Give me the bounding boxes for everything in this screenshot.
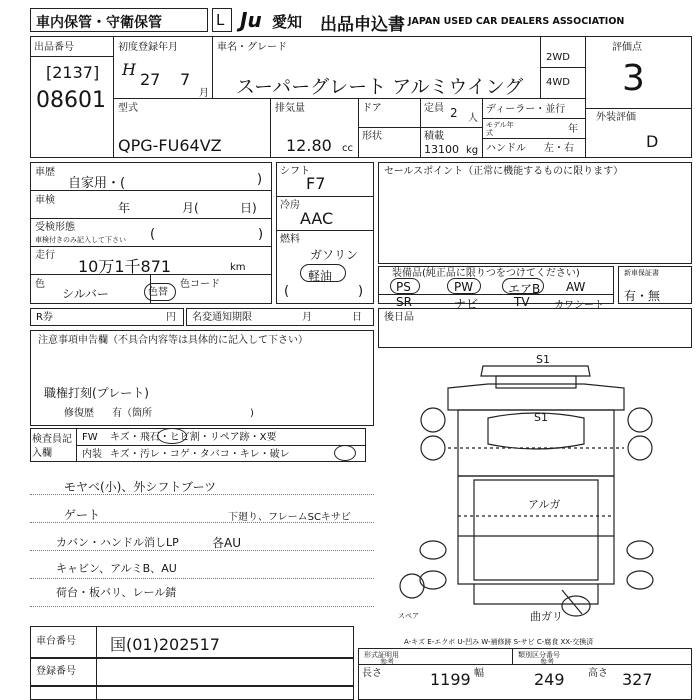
rating-value: 3 [622, 58, 645, 99]
equip-ps-circle [390, 278, 420, 294]
load-unit: kg [466, 145, 479, 156]
bottom-strip [30, 686, 354, 700]
inspector-note-3b: 各AU [212, 536, 241, 550]
right-wheel-rear-1 [627, 541, 653, 559]
capacity-value: 2 [450, 106, 458, 120]
color-code-label: 色コード [180, 279, 220, 290]
diagram-mark-s1-top: S1 [536, 353, 550, 366]
receipt-note: 車検付きのみ記入して下さい [35, 236, 126, 244]
fuel-value: ガソリン [310, 248, 359, 262]
color-change: 色替 [148, 287, 168, 298]
capacity-label: 定員 [424, 103, 444, 114]
equip-pw-circle [447, 278, 481, 294]
notes-label: 注意事項申告欄（不具合内容等は具体的に記入して下さい） [38, 335, 308, 346]
inspector-note-3: カバン・ハンドル消しLP [56, 536, 179, 549]
equip-navi: ナビ [454, 297, 479, 311]
color-value: シルバー [62, 287, 109, 301]
height-value: 327 [622, 670, 653, 689]
inspect-year: 年 [118, 201, 131, 215]
load-label: 積載 [424, 131, 444, 142]
fuel-paren-close: ) [358, 284, 364, 299]
capacity-unit: 人 [468, 113, 478, 124]
right-mirror [628, 408, 652, 432]
notice-month: 月 [302, 312, 312, 323]
fuel-paren-open: ( [284, 284, 290, 299]
mark-circle-chip [157, 428, 187, 444]
inspector-row1-label: FW [82, 432, 98, 443]
spare-label: スペア [398, 612, 419, 620]
history-close: ) [257, 172, 263, 187]
height-label: 高さ [588, 668, 608, 679]
model-value: QPG-FU64VZ [118, 136, 222, 155]
equip-aw: AW [566, 280, 586, 294]
brand-region: 愛知 [272, 13, 303, 31]
exterior-value: D [646, 132, 659, 151]
fuel-label: 燃料 [280, 234, 300, 245]
ac-value: AAC [300, 209, 334, 228]
damage-legend: A-キズ E-エクボ U-凹み W-補修跡 S-サビ C-腐食 XX-交換済 [404, 638, 594, 646]
model-year-label: モデル年式 [486, 121, 514, 137]
handle-value: 左・右 [544, 143, 574, 154]
left-wheel-front [421, 436, 445, 460]
inspector-note-4: キャビン、アルミB、AU [56, 562, 177, 575]
inspector-label: 検査員記入欄 [32, 434, 72, 459]
width-label: 幅 [474, 668, 484, 679]
repair-label: 修復歴 [64, 408, 94, 419]
storage-tag: 車内保管・守衛保管 [36, 15, 162, 31]
inspector-note-2b: 下廻り、フレームSCキサビ [228, 512, 351, 523]
r-ticket-label: R券 [36, 312, 53, 323]
length-label: 長さ [362, 668, 382, 679]
equipment-label: 装備品(純正品に限りつをつけてください) [392, 268, 580, 279]
reg-month: 7 [180, 70, 191, 89]
sales-point-frame [378, 162, 692, 264]
ju-logo: Ju [240, 8, 262, 32]
spare-note: 曲ガリ [530, 610, 563, 623]
mileage-unit: km [230, 262, 246, 273]
inspect-day: 日) [240, 201, 257, 215]
equip-ps: PS [396, 280, 411, 294]
rear-bumper [474, 584, 598, 604]
roof-outline [481, 366, 590, 376]
number-label: 出品番号 [34, 42, 74, 53]
reg-year: 27 [140, 70, 161, 89]
class-label: 類別区分番号 [518, 651, 560, 659]
right-wheel-front [628, 436, 652, 460]
receipt-paren-close: ) [258, 227, 264, 242]
shift-label: シフト [280, 166, 310, 177]
repair-close: ) [250, 408, 254, 419]
notice-day: 日 [352, 312, 362, 323]
diagram-mark-body: アルガ [528, 498, 561, 511]
history-value: 自家用・( [68, 176, 126, 191]
cargo-inner [474, 480, 598, 580]
rating-label: 評価点 [612, 42, 642, 53]
listing-code: [2137] [46, 63, 100, 82]
inspector-note-1: モヤベ(小)、外シフトブーツ [64, 480, 217, 494]
r-ticket-unit: 円 [166, 312, 176, 323]
class-ref: 参考 [540, 658, 554, 666]
displacement-value: 12.80 [286, 136, 332, 155]
mark-circle-tear [334, 445, 356, 461]
ac-label: 冷房 [280, 200, 300, 211]
inspector-row2-label: 内装 [82, 449, 102, 460]
handle-label: ハンドル [486, 143, 526, 154]
displacement-unit: cc [342, 143, 353, 154]
doors-label: ドア [362, 103, 382, 114]
inspector-row2-items: キズ・汚レ・コゲ・タバコ・キレ・破レ [110, 449, 290, 460]
association-name: JAPAN USED CAR DEALERS ASSOCIATION [408, 16, 625, 27]
shift-value: F7 [306, 174, 326, 193]
exterior-label: 外装評価 [596, 112, 636, 123]
chassis-value: 国(01)202517 [110, 635, 220, 654]
displacement-label: 排気量 [275, 103, 305, 114]
drive-2wd: 2WD [546, 52, 570, 63]
spare-tire [400, 574, 424, 598]
reg-number-label: 登録番号 [36, 666, 76, 677]
cargo-box [458, 476, 614, 584]
notice-label: 名変通知期限 [192, 312, 252, 323]
cert-label: 形式証明用 [364, 651, 399, 659]
repair-value: 有（箇所 [112, 408, 152, 419]
mileage-label: 走行 [35, 250, 55, 261]
inspector-note-5: 荷台・板バリ、レール錆 [56, 586, 177, 599]
length-value: 1199 [430, 670, 471, 689]
name-label: 車名・グレード [217, 42, 287, 53]
color-label: 色 [35, 279, 45, 290]
rear-label: 後日品 [384, 312, 414, 323]
fuel-diesel: 軽油 [308, 269, 333, 283]
equip-pw: PW [454, 280, 474, 294]
diagram-mark-s1-roof: S1 [534, 411, 548, 424]
form-title: 出品申込書 [320, 15, 405, 35]
history-label: 車歴 [35, 167, 55, 178]
reg-number-box [30, 658, 354, 686]
reg-month-unit: 月 [199, 88, 209, 99]
shape-label: 形状 [362, 131, 382, 142]
mileage-value: 10万1千871 [78, 257, 172, 276]
listing-number: 08601 [36, 88, 106, 113]
drive-4wd: 4WD [546, 77, 570, 88]
model-year-unit: 年 [568, 124, 578, 135]
receipt-label: 受検形態 [35, 222, 75, 233]
warranty-label: 新車保証書 [624, 269, 659, 277]
width-value: 249 [534, 670, 565, 689]
inspector-row1-items: キズ・飛石・ヒビ割・リペア跡・X要 [110, 432, 277, 443]
chassis-label: 車台番号 [36, 636, 76, 647]
equip-sr: SR [396, 295, 412, 309]
receipt-paren-open: ( [150, 227, 156, 242]
inspector-note-2: ゲート [64, 508, 101, 522]
dealer-label: ディーラー・並行 [486, 104, 566, 115]
equip-seat: カワシート [554, 300, 604, 311]
rear-box [378, 308, 692, 348]
equip-airbag-circle [502, 278, 544, 294]
warranty-value: 有・無 [624, 289, 661, 303]
notes-line1: 職権打刻(プレート) [44, 386, 149, 400]
windshield-top [496, 376, 576, 388]
sales-point-label: セールスポイント（正常に機能するものに限ります） [384, 166, 624, 177]
left-wheel-rear-1 [420, 541, 446, 559]
model-label: 型式 [118, 103, 138, 114]
reg-era: H [122, 60, 136, 79]
load-value: 13100 [424, 143, 459, 156]
car-name: スーパーグレート アルミウイング [236, 76, 524, 98]
right-wheel-rear-2 [627, 571, 653, 589]
r-ticket-box [30, 308, 184, 326]
storage-mark: L [216, 11, 225, 29]
equip-tv: TV [514, 295, 530, 309]
inspect-month: 月( [182, 201, 199, 215]
cert-ref: 参考 [380, 658, 394, 666]
reg-label: 初度登録年月 [118, 42, 178, 53]
left-mirror [421, 408, 445, 432]
truck-diagram [378, 348, 692, 628]
equip-airbag: エアB [508, 282, 541, 296]
inspect-label: 車検 [35, 195, 55, 206]
